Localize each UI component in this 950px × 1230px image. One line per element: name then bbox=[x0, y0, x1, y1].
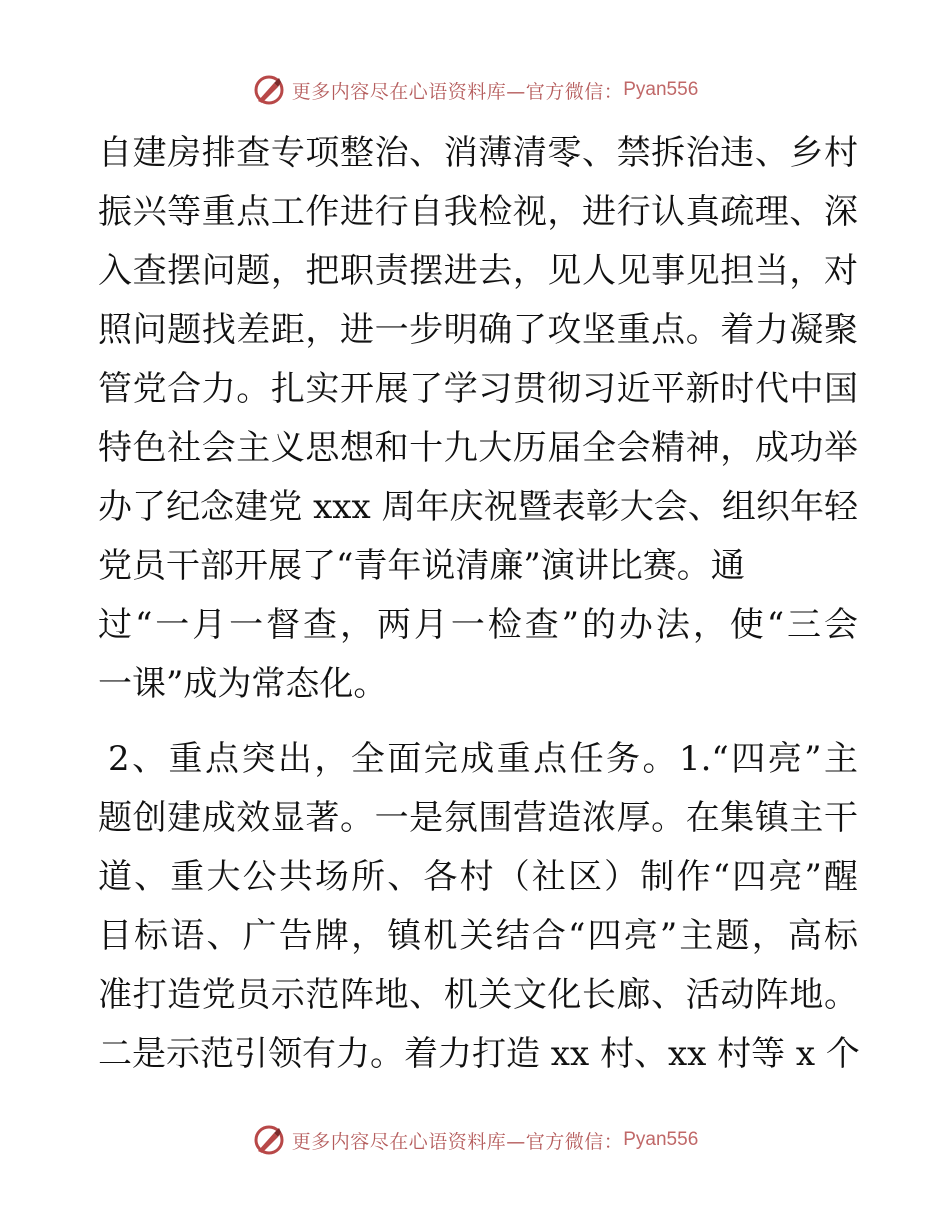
text-line: 党员干部开展了“青年说清廉”演讲比赛。通 bbox=[98, 546, 745, 586]
banner-text: 更多内容尽在心语资料库—官方微信： bbox=[291, 80, 624, 103]
pen-logo-icon bbox=[252, 73, 286, 107]
text-line: 过“一月一督查，两月一检查”的办法，使“三会 bbox=[98, 605, 858, 645]
text-line: 题创建成效显著。一是氛围营造浓厚。在集镇主干 bbox=[98, 798, 858, 838]
text-line: 自建房排查专项整治、消薄清零、禁拆治违、乡村 bbox=[98, 133, 858, 173]
text-line: 照问题找差距，进一步明确了攻坚重点。着力凝聚 bbox=[98, 310, 858, 350]
pen-logo-icon bbox=[252, 1123, 286, 1157]
paragraph-gap bbox=[98, 714, 858, 730]
text-line: 入查摆问题，把职责摆进去，见人见事见担当，对 bbox=[98, 251, 858, 291]
text-line: 2、重点突出，全面完成重点任务。1.“四亮”主 bbox=[108, 739, 858, 779]
banner-wechat-id: Pyan556 bbox=[623, 79, 699, 100]
document-body bbox=[98, 124, 858, 1084]
footer-watermark bbox=[0, 1120, 950, 1160]
text-line: 特色社会主义思想和十九大历届全会精神，成功举 bbox=[98, 428, 858, 468]
text-line: 一课”成为常态化。 bbox=[98, 664, 388, 704]
text-line: 目标语、广告牌，镇机关结合“四亮”主题，高标 bbox=[98, 916, 858, 956]
header-watermark bbox=[0, 70, 950, 110]
text-line: 办了纪念建党 xxx 周年庆祝暨表彰大会、组织年轻 bbox=[98, 487, 858, 527]
text-line: 管党合力。扎实开展了学习贯彻习近平新时代中国 bbox=[98, 369, 858, 409]
text-line: 二是示范引领有力。着力打造 xx 村、xx 村等 x 个 bbox=[98, 1034, 860, 1074]
banner-text: 更多内容尽在心语资料库—官方微信： bbox=[291, 1130, 624, 1153]
text-line: 振兴等重点工作进行自我检视，进行认真疏理、深 bbox=[98, 192, 858, 232]
paragraph-1 bbox=[98, 124, 858, 714]
text-line: 道、重大公共场所、各村（社区）制作“四亮”醒 bbox=[98, 857, 858, 897]
banner-wechat-id: Pyan556 bbox=[623, 1129, 699, 1150]
text-line: 准打造党员示范阵地、机关文化长廊、活动阵地。 bbox=[98, 975, 858, 1015]
paragraph-2 bbox=[98, 730, 858, 1084]
